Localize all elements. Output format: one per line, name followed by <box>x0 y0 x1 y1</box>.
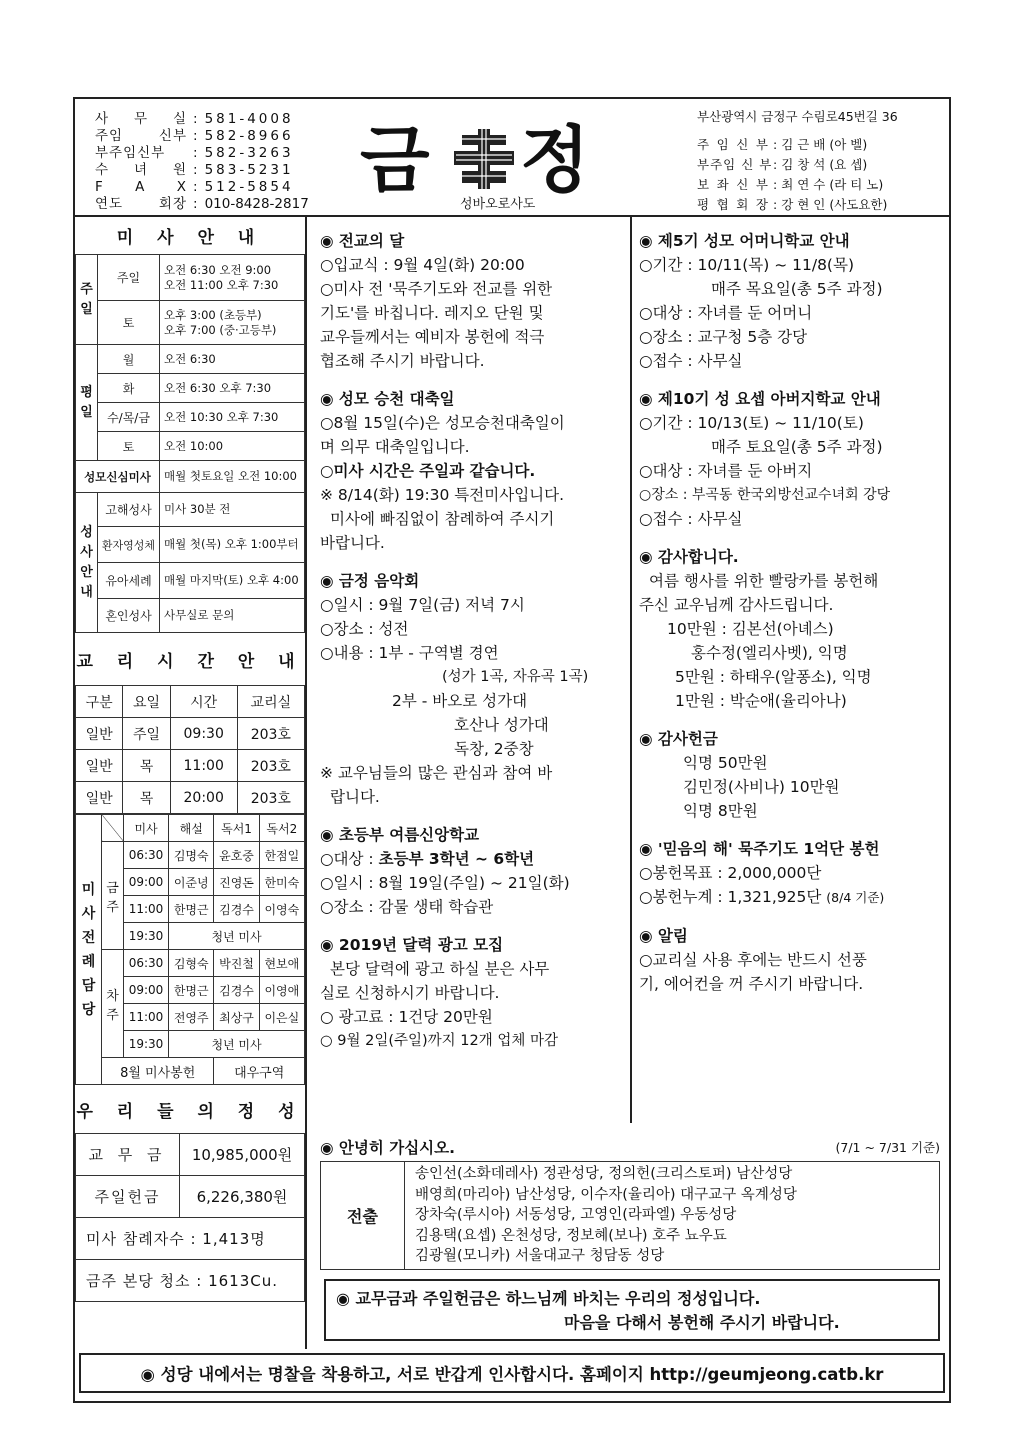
middle-column <box>320 229 620 1067</box>
weekday-group-label: 평일 <box>76 345 98 461</box>
offering-notice-box: ◉ 교무금과 주일헌금은 하느님께 바치는 우리의 정성입니다. 마음을 다해서 봉헌해 주시기 바랍니다. <box>324 1279 940 1341</box>
table-row: 11:00 전영주 최상구 이은실 <box>76 1004 305 1031</box>
table-row: 혼인성사 사무실로 문의 <box>76 599 305 633</box>
table-row: 환자영성체 매월 첫(목) 오후 1:00부터 <box>76 527 305 563</box>
alert-notice: ◉ 알림 ○교리실 사용 후에는 반드시 선풍 기, 에어컨을 꺼 주시기 바랍니다. <box>639 927 867 993</box>
table-row: 화 오전 6:30 오후 7:30 <box>76 374 305 403</box>
left-column <box>75 217 307 1349</box>
table-row: 평일 월 오전 6:30 <box>76 345 305 374</box>
contact-office: 사 무 실 : 581-4008 <box>95 111 294 127</box>
summer-school-notice: ◉ 초등부 여름신앙학교 ○대상 : 초등부 3학년 ~ 6학년 ○일시 : 8월 19일(주일) ~ 21일(화) ○장소 : 감물 생태 학습관 <box>320 826 570 916</box>
table-header-row: 미사전례담당 미사 해설 독서1 독서2 <box>76 815 305 842</box>
cross-logo-icon <box>452 127 516 191</box>
header <box>75 99 949 217</box>
catechism-table <box>75 685 305 814</box>
table-row: 일반 목 20:00 203호 <box>76 782 305 814</box>
table-row: 차주 06:30 김형숙 박진철 현보애 <box>76 950 305 977</box>
table-row: 토 오후 3:00 (초등부) 오후 7:00 (중·고등부) <box>76 301 305 345</box>
clergy-row: 부주임 신 부 : 김 창 석 (요 셉) <box>697 157 868 172</box>
week-this-label: 금주 <box>102 842 124 950</box>
diagonal-cell <box>102 815 124 842</box>
calendar-ad-notice: ◉ 2019년 달력 광고 모집 본당 달력에 광고 하실 분은 사무 실로 신청하시기 바랍니다. ○ 광고료 : 1건당 20만원 ○ 9월 2일(주일)까지 12개 업체 마감 <box>320 936 558 1049</box>
contact-fax: F A X : 512-5854 <box>95 179 294 195</box>
table-row: 일반 주일 09:30 203호 <box>76 718 305 750</box>
table-row: 수/목/금 오전 10:30 오후 7:30 <box>76 403 305 432</box>
clergy-row: 보 좌 신 부 : 최 연 수 (라 티 노) <box>697 177 884 192</box>
table-row: 토 오전 10:00 <box>76 432 305 461</box>
devotion-label: 성모신심미사 <box>76 461 160 493</box>
footer-banner: ◉ 성당 내에서는 명찰을 착용하고, 서로 반갑게 인사합시다. 홈페이지 http://geumjeong.catb.kr <box>79 1353 945 1393</box>
table-row: 주일헌금 6,226,380원 <box>76 1176 305 1218</box>
concert-notice: ◉ 금정 음악회 ○일시 : 9월 7일(금) 저녁 7시 ○장소 : 성전 ○내용 : 1부 - 구역별 경연 (성가 1곡, 자유곡 1곡) 2부 - 바오로 성가대 호산나 성가대 독창, 2중창 ※ 교우님들의 많은 관심과 참여 바 랍니다. <box>320 572 589 806</box>
thanks-notice: ◉ 감사합니다. 여름 행사를 위한 빨랑카를 봉헌해 주신 교우님께 감사드립니다. 10만원 : 김본선(아녜스) 홍수정(엘리사벳), 익명 5만원 : 하태우(알퐁소), 익명 1만원 : 박순애(율리아나) <box>639 548 879 710</box>
address: 부산광역시 금정구 수림로45번길 36 <box>697 109 898 124</box>
table-row: 금주 06:30 김명숙 윤호중 한점일 <box>76 842 305 869</box>
liturgy-duty-table <box>75 814 305 1085</box>
table-row: 19:30 청년 미사 <box>76 1031 305 1058</box>
table-row: 주일 주일 오전 6:30 오전 9:00 오전 11:00 오후 7:30 <box>76 255 305 301</box>
table-row: 유아세례 매월 마지막(토) 오후 4:00 <box>76 563 305 599</box>
fathers-school-notice: ◉ 제10기 성 요셉 아버지학교 안내 ○기간 : 10/13(토) ~ 11/10(토) 매주 토요일(총 5주 과정) ○대상 : 자녀를 둔 아버지 ○장소 : 부곡동 한국외방선교수녀회 강당 ○접수 : 사무실 <box>639 390 891 528</box>
duty-group-label: 미사전례담당 <box>76 815 102 1085</box>
table-header-row: 구분 요일 시간 교리실 <box>76 686 305 718</box>
mass-section-title: 미 사 안 내 <box>116 228 264 248</box>
contact-president: 연도 회장 : 010-8428-2817 <box>95 196 309 212</box>
column-divider <box>630 217 632 1123</box>
contact-assistant: 부주임신부 : 582-3263 <box>95 145 294 161</box>
table-row: 19:30 청년 미사 <box>76 923 305 950</box>
mission-month-notice: ◉ 전교의 달 ○입교식 : 9월 4일(화) 20:00 ○미사 전 '묵주기도와 전교를 위한 기도'를 바칩니다. 레지오 단원 및 교우들께서는 예비자 봉헌에 적극 협조해 주시기 바랍니다. <box>320 232 553 370</box>
contact-pastor: 주임 신부 : 582-8966 <box>95 128 294 144</box>
table-row: 09:00 한명근 김경수 이영애 <box>76 977 305 1004</box>
table-row: 교 무 금 10,985,000원 <box>76 1134 305 1176</box>
table-row: 09:00 이준녕 진영돈 한미숙 <box>76 869 305 896</box>
mass-table <box>75 254 305 633</box>
farewell-section: ◉ 안녕히 가십시오. (7/1 ~ 7/31 기준) 전출 송인선(소화데레사) 정관성당, 정의헌(크리스토퍼) 남산성당 배영희(마리아) 남산성당, 이수자(율리아) 대구교구 옥계성당 장차숙(루시아) 서동성당, 고영인(라파엘) 우동성당 김용택(요셉) 온천성당, 정보혜(보나) 호주 뇨우됴 김광월(모니카) 서울대교구 청담동 성당 <box>320 1135 940 1270</box>
table-row <box>76 1260 305 1302</box>
gift-notice: ◉ 감사헌금 익명 50만원 김민정(사비나) 10만원 익명 8만원 <box>639 730 840 820</box>
mothers-school-notice: ◉ 제5기 성모 어머니학교 안내 ○기간 : 10/11(목) ~ 11/8(목) 매주 목요일(총 5주 과정) ○대상 : 자녀를 둔 어머니 ○장소 : 교구청 5층 강당 ○접수 : 사무실 <box>639 232 883 370</box>
offerings-table <box>75 1133 305 1302</box>
farewell-table: 전출 송인선(소화데레사) 정관성당, 정의헌(크리스토퍼) 남산성당 배영희(마리아) 남산성당, 이수자(율리아) 대구교구 옥계성당 장차숙(루시아) 서동성당, 고영인(라파엘) 우동성당 김용택(요셉) 온천성당, 정보혜(보나) 호주 뇨우됴 김광월(모니카) 서울대교구 청담동 성당 <box>320 1161 940 1270</box>
table-row: 성모신심미사 매월 첫토요일 오전 10:00 <box>76 461 305 493</box>
bulletin-title: 금 정 성바오로사도 <box>360 118 590 212</box>
clergy-list <box>697 135 887 215</box>
table-row: 11:00 한명근 김경수 이영숙 <box>76 896 305 923</box>
bulletin-frame <box>73 97 951 1403</box>
attendance-count: 미사 참례자수 : 1,413명 <box>76 1218 305 1260</box>
sacrament-group-label: 성사안내 <box>76 493 98 633</box>
table-row: 8월 미사봉헌 대우구역 <box>76 1058 305 1085</box>
assumption-notice: ◉ 성모 승천 대축일 ○8월 15일(수)은 성모승천대축일이 며 의무 대축일입니다. ○미사 시간은 주일과 같습니다. ※ 8/14(화) 19:30 특전미사입니다. 미사에 빠짐없이 참례하여 주시기 바랍니다. <box>320 390 565 552</box>
clergy-row: 평 협 회 장 : 강 현 인 (사도요한) <box>697 197 888 212</box>
offerings-section-title: 우 리 들 의 정 성 <box>76 1101 304 1122</box>
clergy-row: 주 임 신 부 : 김 근 배 (아 벨) <box>697 137 868 152</box>
week-next-label: 차주 <box>102 950 124 1058</box>
right-column <box>639 229 939 1010</box>
table-row <box>76 1218 305 1260</box>
table-row: 일반 목 11:00 203호 <box>76 750 305 782</box>
contact-list <box>95 111 309 213</box>
rosary-notice: ◉ '믿음의 해' 묵주기도 1억단 봉헌 ○봉헌목표 : 2,000,000단 ○봉헌누계 : 1,321,925단 (8/4 기준) <box>639 840 885 906</box>
catechism-section-title: 교 리 시 간 안 내 <box>76 651 304 672</box>
table-row: 성사안내 고해성사 미사 30분 전 <box>76 493 305 527</box>
cleaning-duty: 금주 본당 청소 : 1613Cu. <box>76 1260 305 1302</box>
sunday-group-label: 주일 <box>76 255 98 345</box>
contact-convent: 수 녀 원 : 583-5231 <box>95 162 294 178</box>
